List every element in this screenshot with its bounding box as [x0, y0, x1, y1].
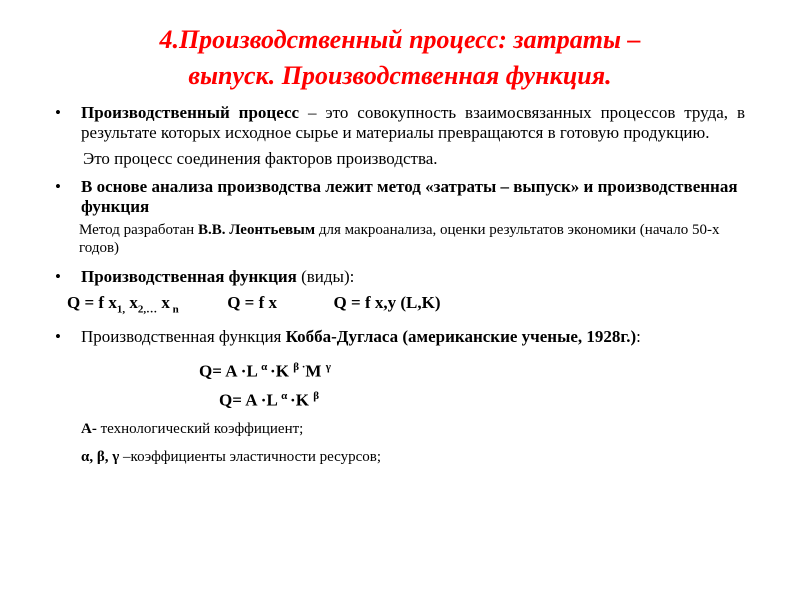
formula-cobb-douglas-two-factor: Q= A ·L $^\alpha$ ·K $^\beta$ — [219, 390, 319, 410]
term-production-function: Производственная функция — [81, 267, 297, 286]
legend-a: А- технологический коэффициент; — [81, 420, 304, 437]
leontief-name: В.В. Леонтьевым — [197, 222, 316, 238]
term-production-process: Производственный процесс — [81, 103, 300, 122]
formula-cobb-douglas-three-factor: Q= A ·L $^\alpha$ ·K $^{\beta \cdot}$M $^\gamma$ — [199, 361, 331, 382]
definition-text: – это совокупность взаимосвязанных процессов труда, в результате которых исходное сырье и материалы превращаются в готовую продукцию. — [81, 103, 745, 142]
leontief-note: Метод разработан В.В. Леонтьевым для макроанализа, оценки результатов экономики (начало 50-х годов) — [79, 222, 720, 256]
slide-title — [40, 22, 760, 94]
formula-two-factor: Q = f x,y (L,K) — [333, 293, 441, 312]
slide-content — [55, 103, 745, 467]
factor-combination-text: Это процесс соединения факторов производства. — [83, 149, 438, 168]
cobb-douglas-intro: Производственная функция — [81, 327, 286, 347]
function-types-formulas — [55, 293, 745, 319]
cobb-douglas-name: Кобба-Дугласа (американские ученые, 1928г.) — [285, 327, 637, 347]
title-line-1: 4.Производственный процесс: затраты – — [159, 25, 641, 54]
bullet-cobb-douglas: • Производственная функция Кобба-Дугласа (американские ученые, 1928г.): — [55, 327, 641, 347]
legend-elasticity: α, β, γ –коэффициенты эластичности ресурсов; — [81, 448, 381, 465]
bullet-production-function — [55, 267, 745, 287]
bullet-dot-icon: • — [55, 267, 61, 286]
bullet-production-process — [55, 103, 745, 143]
bullet-dot-icon: • — [55, 103, 61, 122]
method-basis-text: В основе анализа производства лежит метод «затраты – выпуск» и производственная функция — [81, 177, 738, 216]
types-text: (виды): — [296, 267, 355, 286]
bullet-dot-icon: • — [55, 177, 61, 196]
title-line-2: выпуск. Производственная функция. — [188, 61, 612, 90]
bullet-method-basis — [55, 177, 745, 217]
formula-single-factor: Q = f x — [227, 293, 278, 312]
formula-multi-factor: Q = f $x_{1,}$ $x_{2,\dots}$ x $_n$ — [67, 293, 179, 316]
bullet-dot-icon: • — [55, 327, 61, 347]
